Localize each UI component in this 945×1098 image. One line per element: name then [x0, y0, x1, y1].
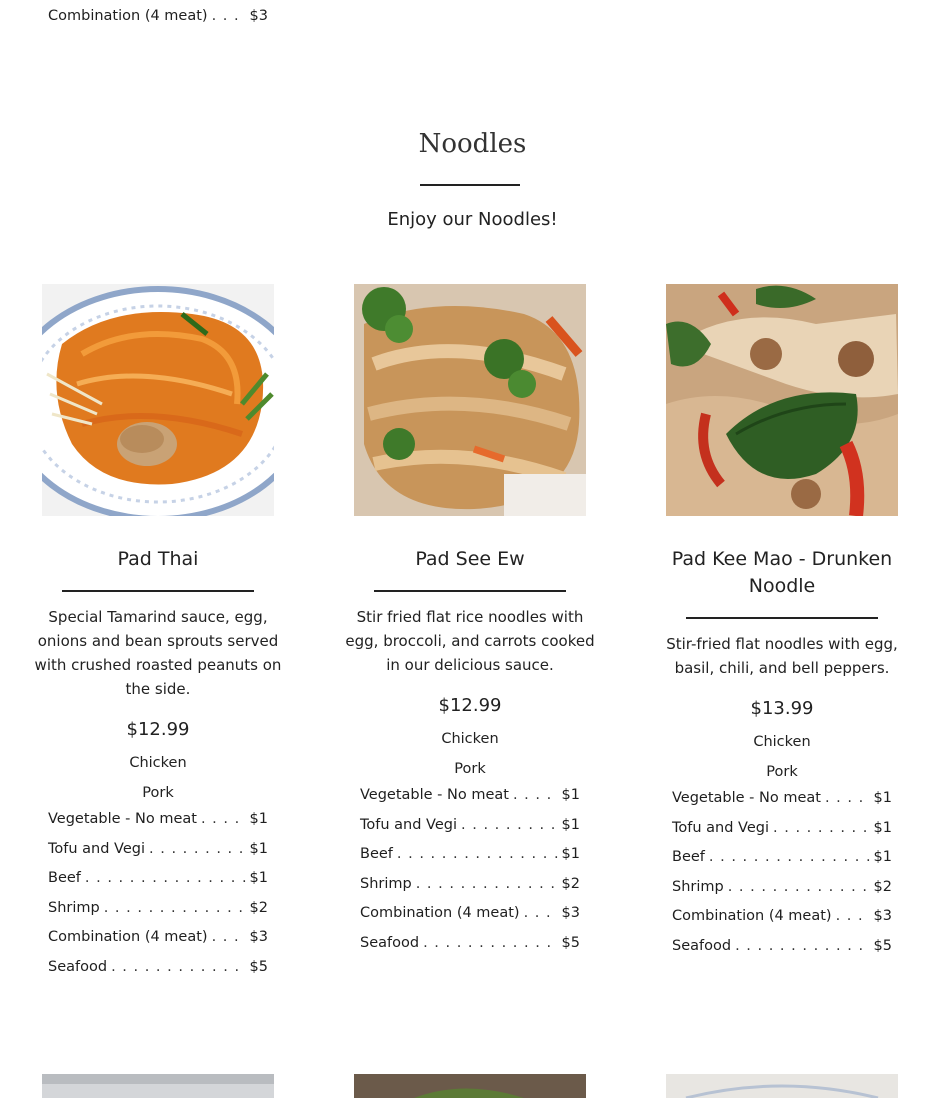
dot-leader — [397, 844, 558, 864]
menu-item-pad-kee-mao — [647, 284, 917, 965]
addon-row — [672, 847, 892, 867]
dot-leader — [728, 877, 870, 897]
dish-price: $12.99 — [438, 695, 502, 716]
dot-leader — [709, 847, 870, 867]
addon-price: $1 — [249, 870, 268, 886]
prev-section-row — [48, 6, 268, 26]
addon-row — [672, 906, 892, 926]
option-chicken: Chicken — [441, 731, 499, 747]
addon-label: Vegetable - No meat — [360, 787, 509, 803]
dot-leader — [111, 957, 245, 977]
dish-description: Stir fried flat rice noodles with egg, broccoli, and carrots cooked in our delicious sauce. — [345, 608, 595, 674]
addon-price: $3 — [873, 908, 892, 924]
dish-name: Pad See Ew — [415, 548, 525, 570]
addon-row — [48, 868, 268, 888]
addon-row — [672, 818, 892, 838]
option-pork: Pork — [142, 785, 174, 801]
addon-label: Combination (4 meat) — [360, 905, 520, 921]
dot-leader — [212, 927, 246, 947]
addon-row — [48, 839, 268, 859]
addon-label: Shrimp — [360, 875, 412, 892]
dot-leader — [461, 815, 558, 835]
addon-row — [360, 874, 580, 894]
addon-list — [48, 809, 268, 986]
addon-price: $1 — [249, 840, 268, 857]
dot-leader — [85, 868, 246, 888]
next-dish-photo — [666, 1074, 898, 1098]
addon-price: $3 — [249, 929, 268, 945]
option-pork: Pork — [766, 764, 798, 780]
menu-item-pad-see-ew — [335, 284, 605, 962]
addon-price: $1 — [873, 849, 892, 865]
dish-divider — [62, 590, 254, 592]
addon-label: Seafood — [48, 958, 108, 975]
addon-price: $1 — [561, 816, 580, 833]
addon-price: $1 — [561, 787, 580, 803]
addon-price: $1 — [561, 846, 580, 862]
dot-leader — [836, 906, 870, 926]
addon-price: $1 — [873, 790, 892, 806]
addon-price: $2 — [249, 899, 268, 916]
addon-row — [48, 927, 268, 947]
next-dish-photo — [42, 1074, 274, 1098]
dot-leader — [773, 818, 870, 838]
dot-leader — [513, 785, 558, 805]
dot-leader — [149, 839, 246, 859]
addon-price: $2 — [873, 878, 892, 895]
addon-row — [672, 936, 892, 956]
dish-divider — [686, 617, 878, 619]
option-pork: Pork — [454, 761, 486, 777]
addon-label: Seafood — [360, 934, 420, 951]
addon-price: $5 — [873, 937, 892, 954]
pad-see-ew-photo — [354, 284, 586, 516]
addon-row — [672, 788, 892, 808]
addon-price: $1 — [873, 819, 892, 836]
addon-label: Tofu and Vegi — [672, 819, 770, 836]
dish-name: Pad Kee Mao - Drunken Noodle — [671, 548, 893, 597]
next-dish-photo — [354, 1074, 586, 1098]
dot-leader — [201, 809, 246, 829]
dot-leader — [212, 6, 246, 26]
addon-label: Seafood — [672, 937, 732, 954]
addon-label: Vegetable - No meat — [48, 811, 197, 827]
addon-price: $1 — [249, 811, 268, 827]
addon-list — [360, 785, 580, 962]
addon-label: Combination (4 meat) — [48, 8, 208, 24]
addon-row — [360, 785, 580, 805]
dot-leader — [524, 903, 558, 923]
addon-price: $5 — [249, 958, 268, 975]
addon-row — [360, 815, 580, 835]
addon-row — [48, 809, 268, 829]
dot-leader — [735, 936, 869, 956]
addon-label: Combination (4 meat) — [672, 908, 832, 924]
option-chicken: Chicken — [753, 734, 811, 750]
menu-item-pad-thai — [23, 284, 293, 986]
addon-label: Vegetable - No meat — [672, 790, 821, 806]
dot-leader — [104, 898, 246, 918]
addon-label: Shrimp — [672, 878, 724, 895]
addon-price: $3 — [561, 905, 580, 921]
addon-price: $2 — [561, 875, 580, 892]
dish-description: Special Tamarind sauce, egg, onions and bean sprouts served with crushed roasted peanuts on the side. — [34, 608, 282, 698]
dot-leader — [825, 788, 870, 808]
addon-label: Tofu and Vegi — [360, 816, 458, 833]
addon-price: $3 — [249, 8, 268, 24]
addon-label: Beef — [672, 849, 705, 865]
addon-label: Tofu and Vegi — [48, 840, 146, 857]
addon-label: Shrimp — [48, 899, 100, 916]
addon-row — [360, 903, 580, 923]
addon-row — [360, 844, 580, 864]
dish-description: Stir-fried flat noodles with egg, basil, chili, and bell peppers. — [666, 635, 898, 677]
addon-row — [360, 933, 580, 953]
section-divider — [420, 184, 520, 186]
addon-row — [48, 898, 268, 918]
addon-row — [672, 877, 892, 897]
option-chicken: Chicken — [129, 755, 187, 771]
dot-leader — [416, 874, 558, 894]
addon-label: Beef — [360, 846, 393, 862]
pad-thai-photo — [42, 284, 274, 516]
section-subtitle: Enjoy our Noodles! — [387, 209, 558, 230]
dot-leader — [423, 933, 557, 953]
addon-price: $5 — [561, 934, 580, 951]
dish-price: $13.99 — [750, 698, 814, 719]
dish-price: $12.99 — [126, 719, 190, 740]
addon-label: Beef — [48, 870, 81, 886]
pad-kee-mao-photo — [666, 284, 898, 516]
section-title: Noodles — [418, 129, 527, 159]
addon-row — [48, 957, 268, 977]
dish-divider — [374, 590, 566, 592]
dish-name: Pad Thai — [117, 548, 199, 570]
addon-label: Combination (4 meat) — [48, 929, 208, 945]
addon-list — [672, 788, 892, 965]
